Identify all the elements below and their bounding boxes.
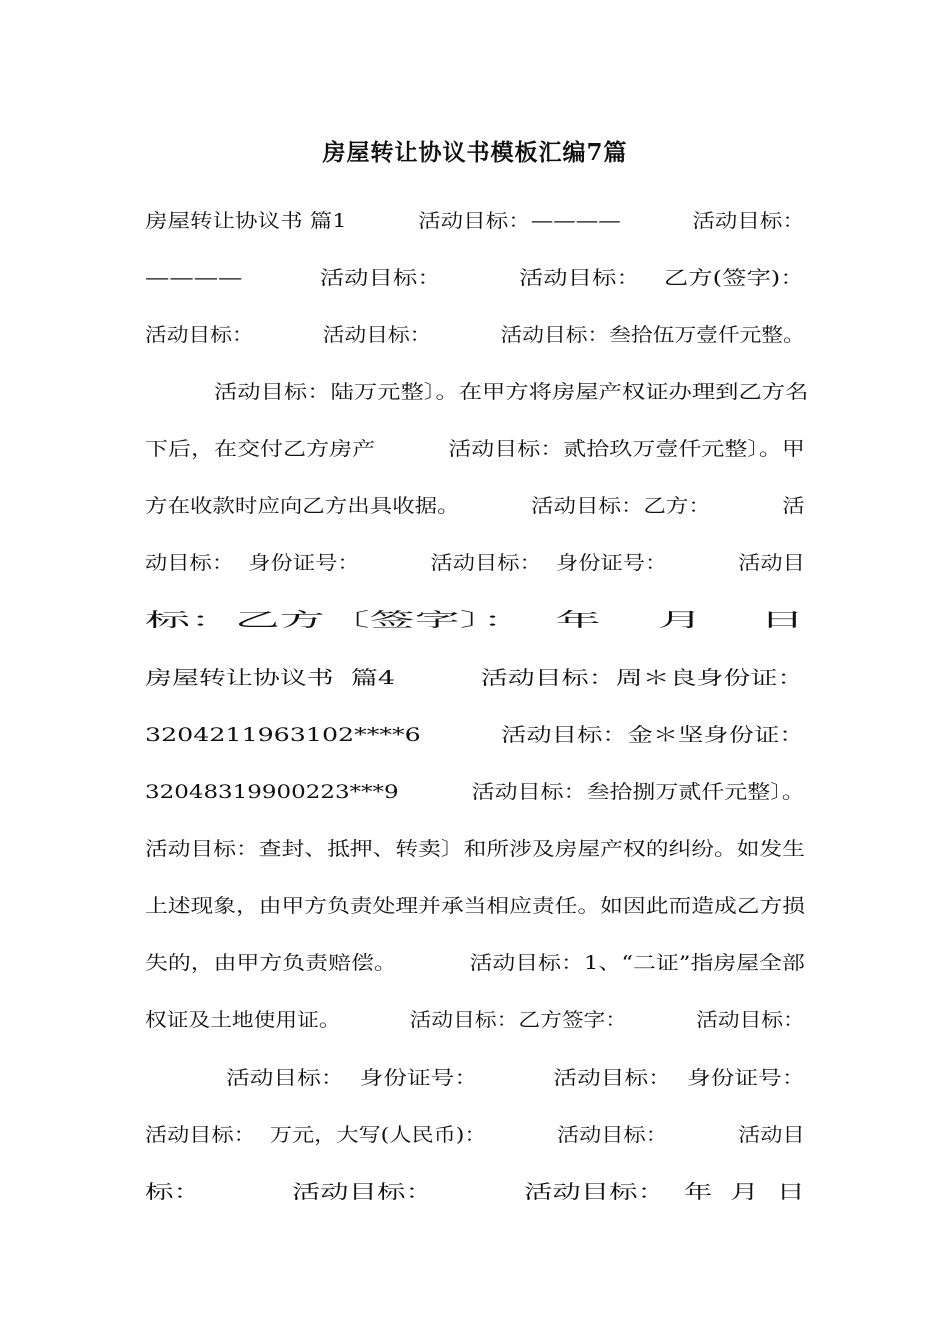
text-line: 活动目标：陆万元整〕。在甲方将房屋产权证办理到乙方名 xyxy=(214,381,809,403)
document-title: 房屋转让协议书模板汇编7篇 xyxy=(322,139,628,166)
text-line: 上述现象，由甲方负责处理并承当相应责任。如因此而造成乙方损 xyxy=(145,895,806,917)
text-line: 动目标： 身份证号： 活动目标： 身份证号： 活动目 xyxy=(145,552,805,574)
text-line: 活动目标：查封、抵押、转卖〕和所涉及房屋产权的纠纷。如发生 xyxy=(145,838,806,860)
text-line: 失的，由甲方负责赔偿。 活动目标：1、“二证”指房屋全部 xyxy=(145,952,805,974)
text-line: 32048319900223***9 活动目标：叁拾捌万贰仟元整〕。 xyxy=(145,781,805,803)
text-line: 房屋转让协议书 篇1 活动目标：———— 活动目标： xyxy=(145,210,805,232)
text-line: ———— 活动目标： 活动目标： 乙方(签字)： xyxy=(145,267,805,289)
text-line: 下后，在交付乙方房产 活动目标：贰拾玖万壹仟元整〕。甲 xyxy=(145,438,805,460)
text-line: 活动目标： 万元，大写(人民币)： 活动目标： 活动目 xyxy=(145,1124,805,1146)
text-line: 活动目标： 身份证号： 活动目标： 身份证号： xyxy=(226,1067,806,1089)
text-line: 活动目标： 活动目标： 活动目标：叁拾伍万壹仟元整。 xyxy=(145,324,805,346)
text-line: 方在收款时应向乙方出具收据。 活动目标：乙方： 活 xyxy=(145,495,805,517)
text-line: 房屋转让协议书 篇4 活动目标：周＊良身份证： xyxy=(145,667,805,689)
text-line: 权证及土地使用证。 活动目标：乙方签字： 活动目标： xyxy=(145,1009,805,1031)
text-line: 标：乙方〔签字〕： 年 月 日 xyxy=(145,609,805,631)
text-line: 3204211963102****6 活动目标：金＊坚身份证： xyxy=(145,724,805,746)
text-line: 标： 活动目标： 活动目标： 年 月 日 xyxy=(145,1181,806,1203)
